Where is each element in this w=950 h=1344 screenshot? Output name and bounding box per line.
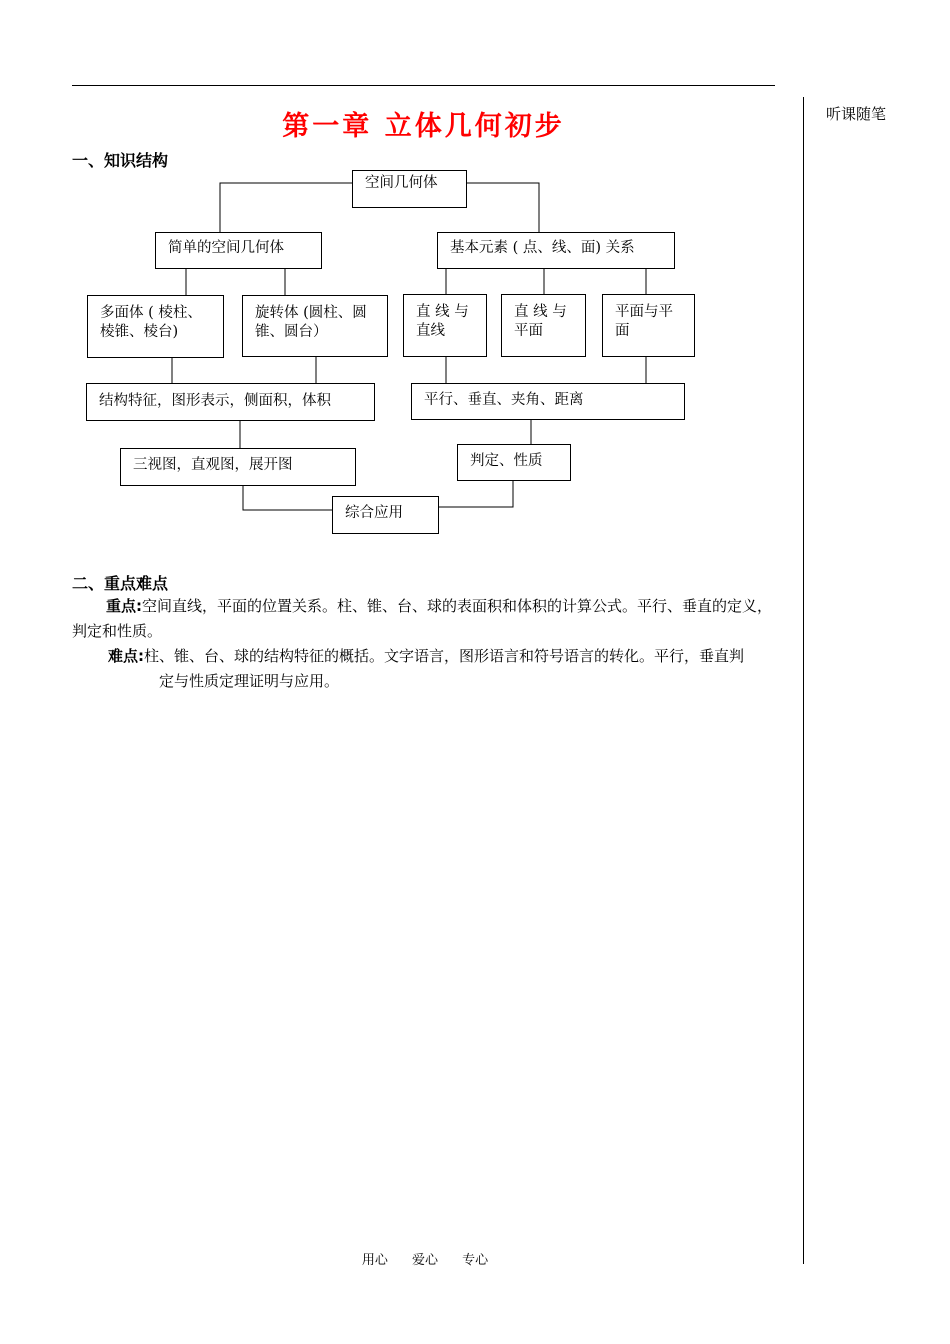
key-label: 重点: <box>106 597 142 615</box>
node-polyhedra: 多面体 ( 棱柱、 棱锥、棱台) <box>87 295 224 358</box>
node-basic-elements: 基本元素 ( 点、线、面) 关系 <box>437 232 675 269</box>
node-root: 空间几何体 <box>352 170 467 208</box>
page-title: 第一章 立体几何初步 <box>282 111 565 142</box>
node-structure-features: 结构特征，图形表示，侧面积，体积 <box>86 383 375 421</box>
difficult-text-2: 定与性质定理证明与应用。 <box>159 672 340 690</box>
difficult-label: 难点: <box>108 647 144 665</box>
node-plane-plane: 平面与平 面 <box>602 294 695 357</box>
difficult-points-continuation <box>159 669 775 694</box>
node-application: 综合应用 <box>332 496 439 534</box>
connector-root-right <box>467 183 539 232</box>
node-views: 三视图，直观图，展开图 <box>120 448 356 486</box>
node-relations: 平行、垂直、夹角、距离 <box>411 383 685 420</box>
section-heading-structure: 一、知识结构 <box>72 151 169 170</box>
page-footer: 用心 爱心 专心 <box>361 1253 489 1268</box>
difficult-points-paragraph <box>108 644 778 669</box>
node-solids-of-revolution: 旋转体 (圆柱、圆 锥、圆台） <box>242 295 388 357</box>
section-heading-key-points: 二、重点难点 <box>72 574 169 593</box>
connector-views-application <box>243 486 332 510</box>
key-text: 空间直线，平面的位置关系。柱、锥、台、球的表面积和体积的计算公式。平行、垂直的定义，判定和性质。 <box>72 597 773 640</box>
connector-criteria-application <box>438 481 513 507</box>
node-simple-solids: 简单的空间几何体 <box>155 232 322 269</box>
node-line-plane: 直 线 与 平面 <box>501 294 586 357</box>
key-points-paragraph <box>72 594 775 644</box>
node-line-line: 直 线 与 直线 <box>403 294 487 357</box>
difficult-text-1: 柱、锥、台、球的结构特征的概括。文字语言，图形语言和符号语言的转化。平行，垂直判 <box>144 647 745 665</box>
side-note-label: 听课随笔 <box>826 105 887 123</box>
node-criteria: 判定、性质 <box>457 444 571 481</box>
connector-root-left <box>220 183 352 232</box>
